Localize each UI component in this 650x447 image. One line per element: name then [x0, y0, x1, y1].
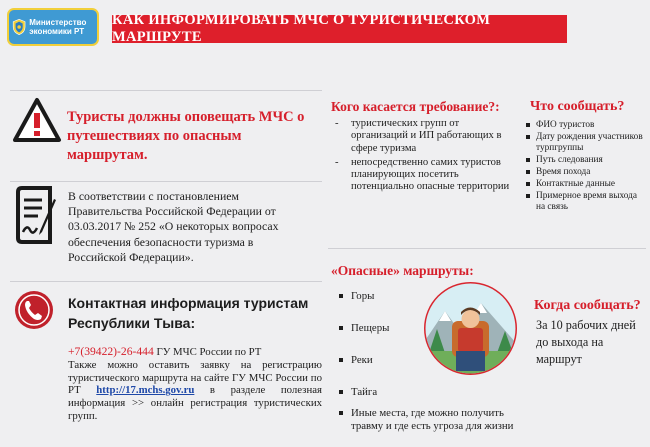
divider	[10, 281, 322, 282]
mchs-website-link[interactable]: http://17.mchs.gov.ru	[96, 384, 195, 397]
who-list	[335, 118, 510, 196]
who-title: Кого касается требование?:	[331, 99, 500, 114]
phone-owner: ГУ МЧС России по РТ	[153, 346, 262, 358]
list-item: Иные места, где можно получить травму и где есть угроза для жизни	[335, 407, 525, 433]
contact-body	[68, 346, 322, 423]
contact-title	[68, 293, 338, 333]
divider	[328, 248, 646, 249]
what-title: Что сообщать?	[530, 99, 625, 114]
list-item: Горы	[335, 290, 525, 303]
list-item: Контактные данные	[524, 179, 646, 190]
what-list	[524, 120, 646, 214]
registration-path-text: в разделе полезная информация >> онлайн регистрация туристических групп.	[68, 384, 322, 422]
registration-text: Также можно оставить заявку на регистрацию туристического маршрута на сайте ГУ МЧС России по РТ	[68, 358, 322, 397]
list-item: Время похода	[524, 167, 646, 178]
divider	[10, 181, 322, 182]
list-item: Реки	[335, 354, 525, 367]
warning-triangle-icon	[12, 96, 62, 146]
dangerous-title: «Опасные» маршруты:	[331, 263, 474, 278]
decree-text: В соответствии с постановлением Правительства Российской Федерации от 03.03.2017 № 252 «О некоторых вопросах обеспечения безопасности туризма в Российской Федерации».	[68, 189, 279, 264]
contact-title-line1: Контактная информация туристам	[68, 295, 309, 311]
list-item: Дату рождения участников турпгруппы	[524, 132, 646, 153]
divider	[10, 90, 322, 91]
ministry-badge	[7, 8, 99, 46]
warning-text: Туристы должны оповещать МЧС о путешествиях по опасным маршрутам.	[67, 109, 305, 163]
hiker-in-mountains-icon	[423, 281, 518, 376]
contact-title-line2: Республики Тыва:	[68, 315, 196, 331]
list-item: Пещеры	[335, 322, 525, 335]
when-title: Когда сообщать?	[534, 298, 641, 313]
phone-line	[68, 346, 322, 359]
emblem-icon	[12, 13, 26, 41]
list-item: Тайга	[335, 386, 525, 399]
list-item: - туристических групп от организаций и ИП работающих в сфере туризма	[335, 118, 510, 155]
document-signing-icon	[12, 186, 62, 248]
phone-number[interactable]: +7(39422)-26-444	[68, 345, 154, 358]
phone-icon	[14, 290, 54, 330]
list-item: - непосредственно самих туристов планирующих посетить потенциально опасные территории	[335, 157, 510, 194]
list-item: Примерное время выхода на связь	[524, 191, 646, 212]
list-item: Путь следования	[524, 155, 646, 166]
page-title: КАК ИНФОРМИРОВАТЬ МЧС О ТУРИСТИЧЕСКОМ МАРШРУТЕ	[112, 15, 567, 43]
when-text: За 10 рабочих дней до выхода на маршрут	[536, 318, 636, 366]
ministry-name: Министерство экономики РТ	[29, 18, 87, 36]
list-item: ФИО туристов	[524, 120, 646, 131]
